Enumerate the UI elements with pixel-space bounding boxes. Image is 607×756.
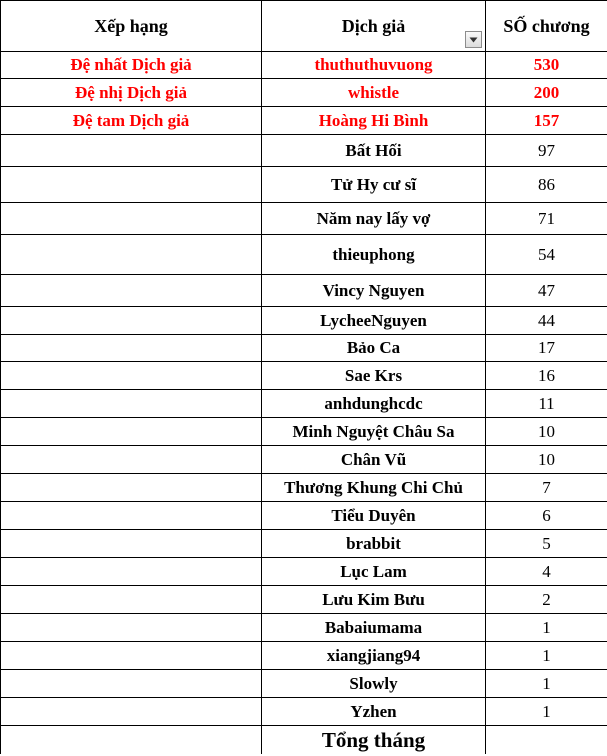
chapter-count-cell[interactable]: 44 [486,307,607,335]
table-row [1,203,607,235]
chapter-count-cell[interactable]: 1 [486,614,607,642]
rank-cell[interactable] [1,275,262,307]
rank-cell[interactable] [1,335,262,362]
rank-cell[interactable] [1,446,262,474]
translator-name-cell[interactable]: Chân Vũ [262,446,486,474]
header-row [1,1,607,52]
table-row [1,335,607,362]
chapter-count-cell[interactable]: 1 [486,642,607,670]
rank-cell[interactable] [1,167,262,203]
table-row [1,167,607,203]
chapter-count-cell[interactable]: 1 [486,698,607,726]
rank-cell[interactable]: Đệ tam Dịch giả [1,107,262,135]
chapter-count-cell[interactable]: 2 [486,586,607,614]
rank-cell[interactable]: Đệ nhất Dịch giả [1,52,262,79]
table-row [1,698,607,726]
rank-cell[interactable] [1,390,262,418]
translator-name-cell[interactable]: Tiểu Duyên [262,502,486,530]
table-row [1,52,607,79]
table-row [1,614,607,642]
table-row [1,502,607,530]
chapter-count-cell[interactable]: 11 [486,390,607,418]
total-row [1,726,607,755]
table-row [1,275,607,307]
header-translator-cell[interactable] [262,1,486,52]
rank-cell[interactable] [1,135,262,167]
chapter-count-cell[interactable]: 1 [486,670,607,698]
translator-name-cell[interactable]: Babaiumama [262,614,486,642]
chapter-count-cell[interactable]: 54 [486,235,607,275]
chapter-count-cell[interactable]: 6 [486,502,607,530]
translator-name-cell[interactable]: whistle [262,79,486,107]
translator-name-cell[interactable]: xiangjiang94 [262,642,486,670]
chapter-count-cell[interactable]: 5 [486,530,607,558]
table-row [1,307,607,335]
rank-cell[interactable] [1,670,262,698]
rank-cell[interactable] [1,418,262,446]
table-row [1,530,607,558]
header-chapters[interactable]: SỐ chương [486,1,607,52]
chapter-count-cell[interactable]: 7 [486,474,607,502]
table-row [1,642,607,670]
translator-name-cell[interactable]: Thương Khung Chi Chủ [262,474,486,502]
total-label-cell[interactable]: Tổng tháng [262,726,486,755]
table-row [1,558,607,586]
filter-dropdown-button[interactable] [465,31,482,48]
translator-name-cell[interactable]: Lục Lam [262,558,486,586]
translator-name-cell[interactable]: thuthuthuvuong [262,52,486,79]
rank-cell[interactable] [1,642,262,670]
chapter-count-cell[interactable]: 10 [486,418,607,446]
chapter-count-cell[interactable]: 10 [486,446,607,474]
total-rank-cell[interactable] [1,726,262,755]
chapter-count-cell[interactable]: 86 [486,167,607,203]
chapter-count-cell[interactable]: 4 [486,558,607,586]
header-rank[interactable]: Xếp hạng [1,1,262,52]
chapter-count-cell[interactable]: 530 [486,52,607,79]
rank-cell[interactable] [1,614,262,642]
translator-name-cell[interactable]: Lưu Kim Bưu [262,586,486,614]
translator-name-cell[interactable]: brabbit [262,530,486,558]
table-row [1,586,607,614]
translator-name-cell[interactable]: Tử Hy cư sĩ [262,167,486,203]
rank-cell[interactable] [1,502,262,530]
chapter-count-cell[interactable]: 47 [486,275,607,307]
rank-cell[interactable] [1,474,262,502]
chapter-count-cell[interactable]: 97 [486,135,607,167]
rank-cell[interactable] [1,362,262,390]
rank-cell[interactable] [1,586,262,614]
chapter-count-cell[interactable]: 157 [486,107,607,135]
translator-name-cell[interactable]: Minh Nguyệt Châu Sa [262,418,486,446]
rank-cell[interactable]: Đệ nhị Dịch giả [1,79,262,107]
rank-cell[interactable] [1,307,262,335]
rank-cell[interactable] [1,558,262,586]
rank-cell[interactable] [1,530,262,558]
table-row [1,390,607,418]
chapter-count-cell[interactable]: 16 [486,362,607,390]
chapter-count-cell[interactable]: 71 [486,203,607,235]
translator-name-cell[interactable]: Năm nay lấy vợ [262,203,486,235]
translator-name-cell[interactable]: Yzhen [262,698,486,726]
translator-name-cell[interactable]: Slowly [262,670,486,698]
table-row [1,474,607,502]
translator-name-cell[interactable]: Bảo Ca [262,335,486,362]
table-row [1,362,607,390]
chapter-count-cell[interactable]: 17 [486,335,607,362]
table-row [1,670,607,698]
rank-cell[interactable] [1,203,262,235]
table-row [1,446,607,474]
table-row [1,418,607,446]
translator-name-cell[interactable]: Vincy Nguyen [262,275,486,307]
translator-name-cell[interactable]: anhdunghcdc [262,390,486,418]
chapter-count-cell[interactable]: 200 [486,79,607,107]
total-value-cell[interactable] [486,726,607,755]
filter-dropdown-arrow-icon [469,37,478,43]
table-row [1,235,607,275]
translator-name-cell[interactable]: LycheeNguyen [262,307,486,335]
table-row [1,107,607,135]
translator-name-cell[interactable]: Hoàng Hi Bình [262,107,486,135]
table-row [1,135,607,167]
translator-name-cell[interactable]: Bất Hối [262,135,486,167]
table-row [1,79,607,107]
header-translator: Dịch giả [341,16,406,36]
translator-name-cell[interactable]: Sae Krs [262,362,486,390]
rank-cell[interactable] [1,235,262,275]
translator-name-cell[interactable]: thieuphong [262,235,486,275]
rank-cell[interactable] [1,698,262,726]
